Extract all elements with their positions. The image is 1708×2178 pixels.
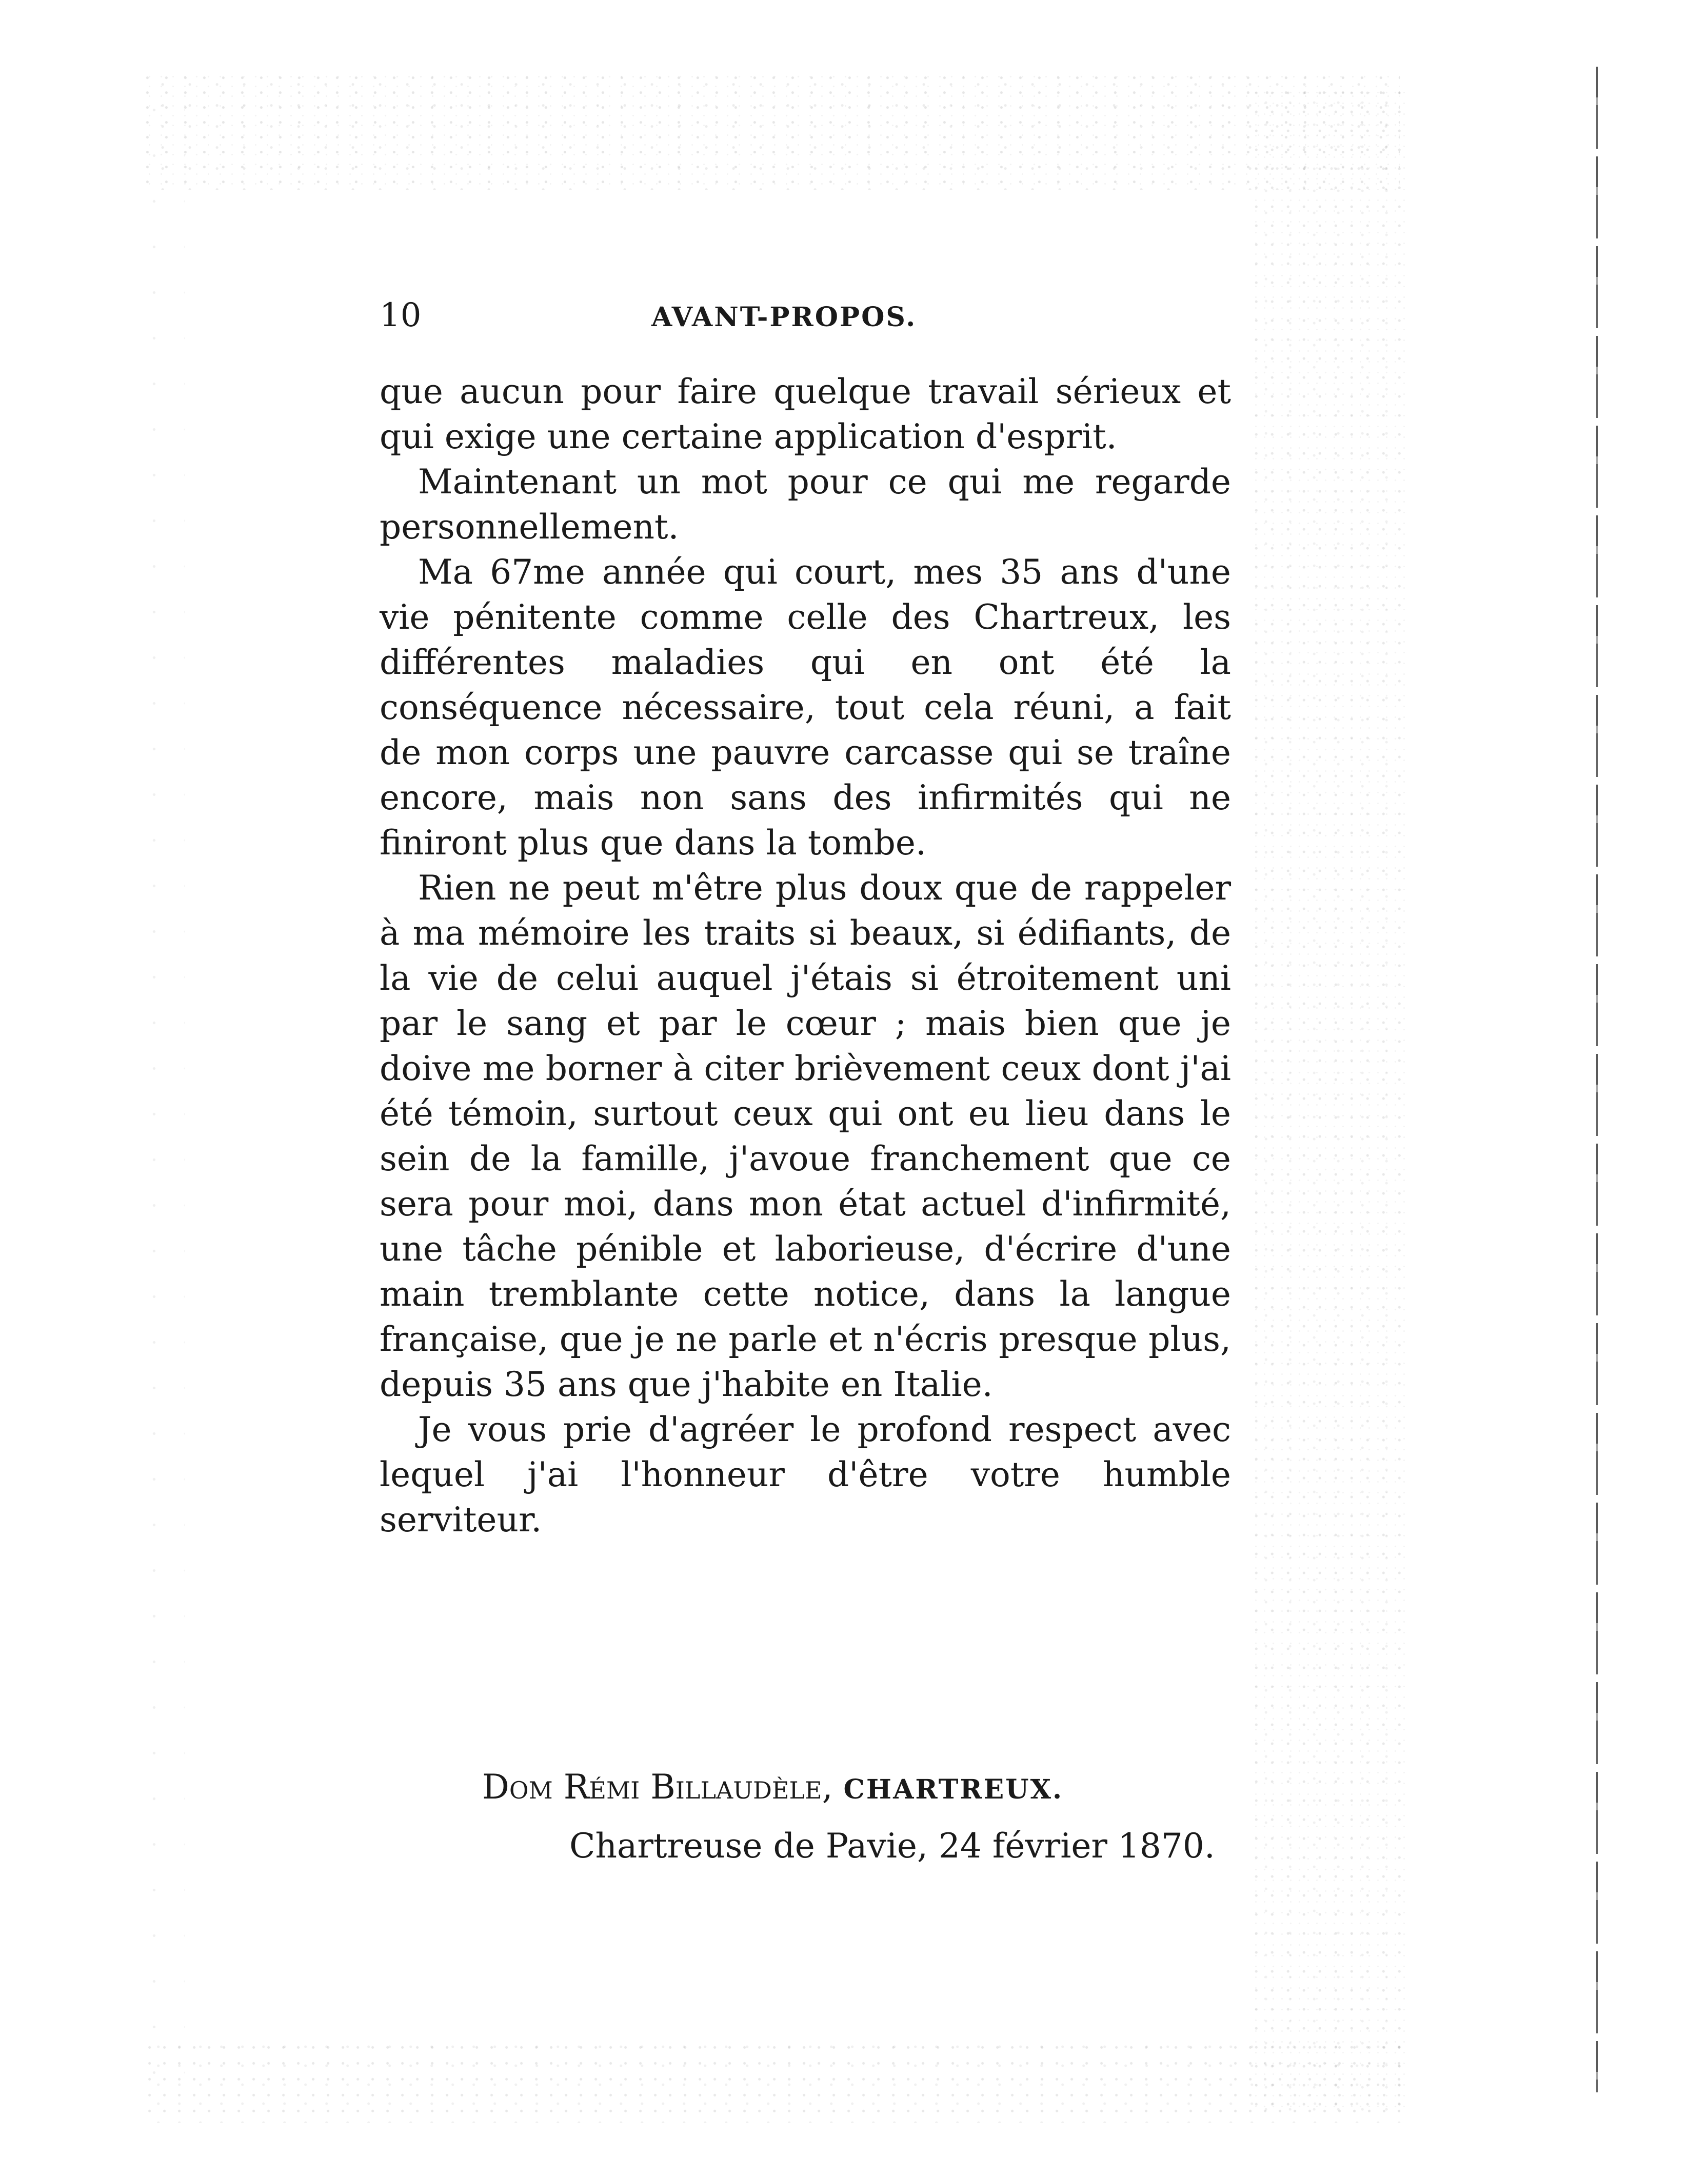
page-edge-noise-top — [144, 72, 1400, 190]
body-text — [380, 369, 1231, 1543]
signature — [482, 1764, 1063, 1813]
running-head: AVANT-PROPOS. — [651, 302, 917, 333]
dateline: Chartreuse de Pavie, 24 février 1870. — [569, 1826, 1215, 1866]
page-number: 10 — [380, 296, 422, 334]
page-header — [380, 295, 1231, 336]
page-edge-noise-right — [1252, 87, 1405, 2113]
paragraph: Je vous prie d'agréer le profond respect avec lequel j'ai l'honneur d'être votre humble serviteur. — [380, 1410, 1231, 1540]
paragraph: Rien ne peut m'être plus doux que de rappeler à ma mémoire les traits si beaux, si édifiants, de la vie de celui auquel j'étais si étroitement uni par le sang et par le cœur ; mais bien que je doive me borner à citer brièvement ceux dont j'ai été témoin, surtout ceux qui ont eu lieu dans le sein de la famille, j'avoue franchement que ce sera pour moi, dans mon état actuel d'infirmité, une tâche pénible et laborieuse, d'écrire d'une main tremblante cette notice, dans la langue française, que je ne parle et n'écris presque plus, depuis 35 ans que j'habite en Italie. — [380, 868, 1231, 1404]
paragraph: que aucun pour faire quelque travail sérieux et qui exige une certaine application d'esprit. — [380, 372, 1231, 456]
paragraph: Maintenant un mot pour ce qui me regarde personnellement. — [380, 462, 1231, 547]
signature-order: CHARTREUX. — [843, 1774, 1064, 1805]
page-edge-noise-left — [138, 87, 185, 2113]
paragraph: Ma 67me année qui court, mes 35 ans d'une vie pénitente comme celle des Chartreux, les différentes maladies qui en ont été la conséquence nécessaire, tout cela réuni, a fait de mon corps une pauvre carcasse qui se traîne encore, mais non sans des infirmités qui ne finiront plus que dans la tombe. — [380, 552, 1231, 863]
signature-name: Dom Rémi Billaudèle, — [482, 1767, 833, 1807]
page-edge-noise-bottom — [144, 2041, 1405, 2123]
scan-edge-line — [1596, 67, 1598, 2092]
